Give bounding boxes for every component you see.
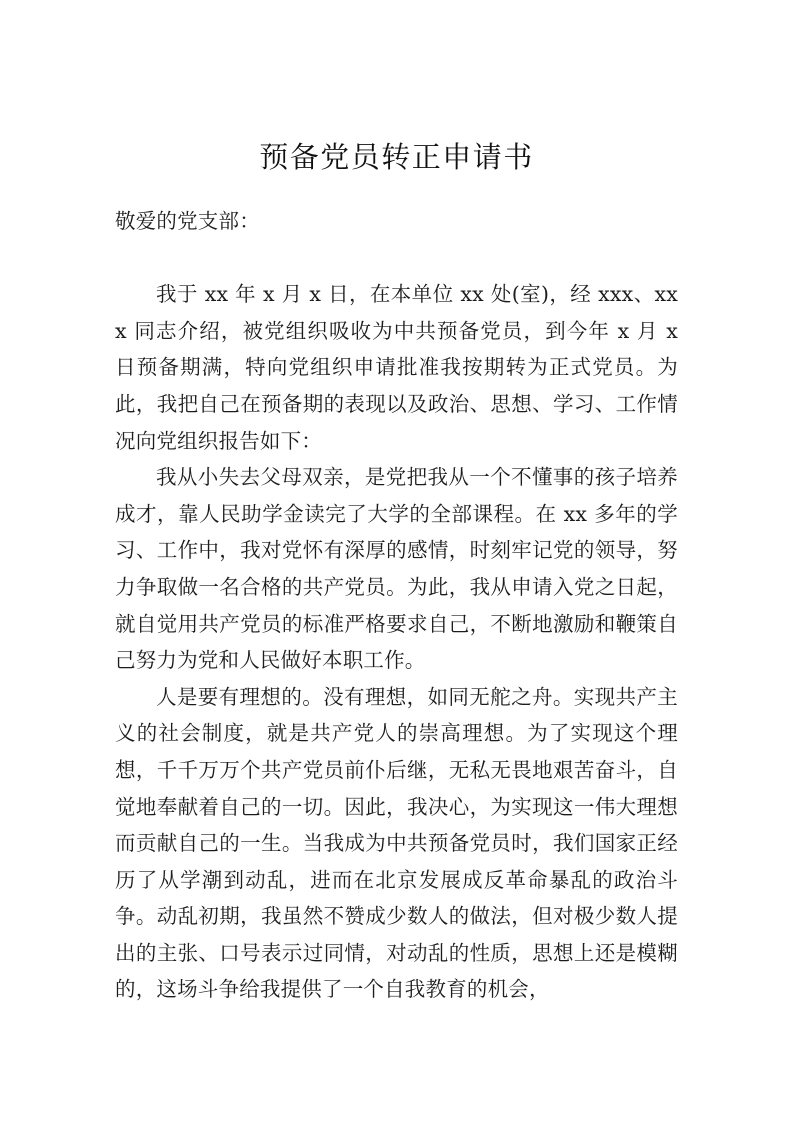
document-body [115, 0, 678, 1008]
paragraph-spacer [115, 240, 678, 277]
body-paragraph-1: 我于 xx 年 x 月 x 日，在本单位 xx 处(室)，经 xxx、xxx 同志介绍，被党组织吸收为中共预备党员，到今年 x 月 x 日预备期满，特向党组织申请批准我按期转为正式党员。为此，我把自己在预备期的表现以及政治、思想、学习、工作情况向党组织报告如下： [115, 282, 678, 453]
page-title: 预备党员转正申请书 [259, 140, 534, 174]
paragraph-container [115, 203, 678, 1008]
body-paragraph-3: 人是要有理想的。没有理想，如同无舵之舟。实现共产主义的社会制度，就是共产党人的崇高理想。为了实现这个理想，千千万万个共产党员前仆后继，无私无畏地艰苦奋斗，自觉地奉献着自己的一切。因此，我决心，为实现这一伟大理想而贡献自己的一生。当我成为中共预备党员时，我们国家正经历了从学潮到动乱，进而在北京发展成反革命暴乱的政治斗争。动乱初期，我虽然不赞成少数人的做法，但对极少数人提出的主张、口号表示过同情，对动乱的性质，思想上还是模糊的，这场斗争给我提供了一个自我教育的机会， [115, 684, 678, 1002]
body-paragraph-2: 我从小失去父母双亲，是党把我从一个不懂事的孩子培养成才，靠人民助学金读完了大学的全部课程。在 xx 多年的学习、工作中，我对党怀有深厚的感情，时刻牢记党的领导，努力争取做一名合格的共产党员。为此，我从申请入党之日起，就自觉用共产党员的标准严格要求自己，不断地激励和鞭策自己努力为党和人民做好本职工作。 [115, 465, 678, 673]
salutation-line: 敬爱的党支部： [115, 209, 260, 233]
